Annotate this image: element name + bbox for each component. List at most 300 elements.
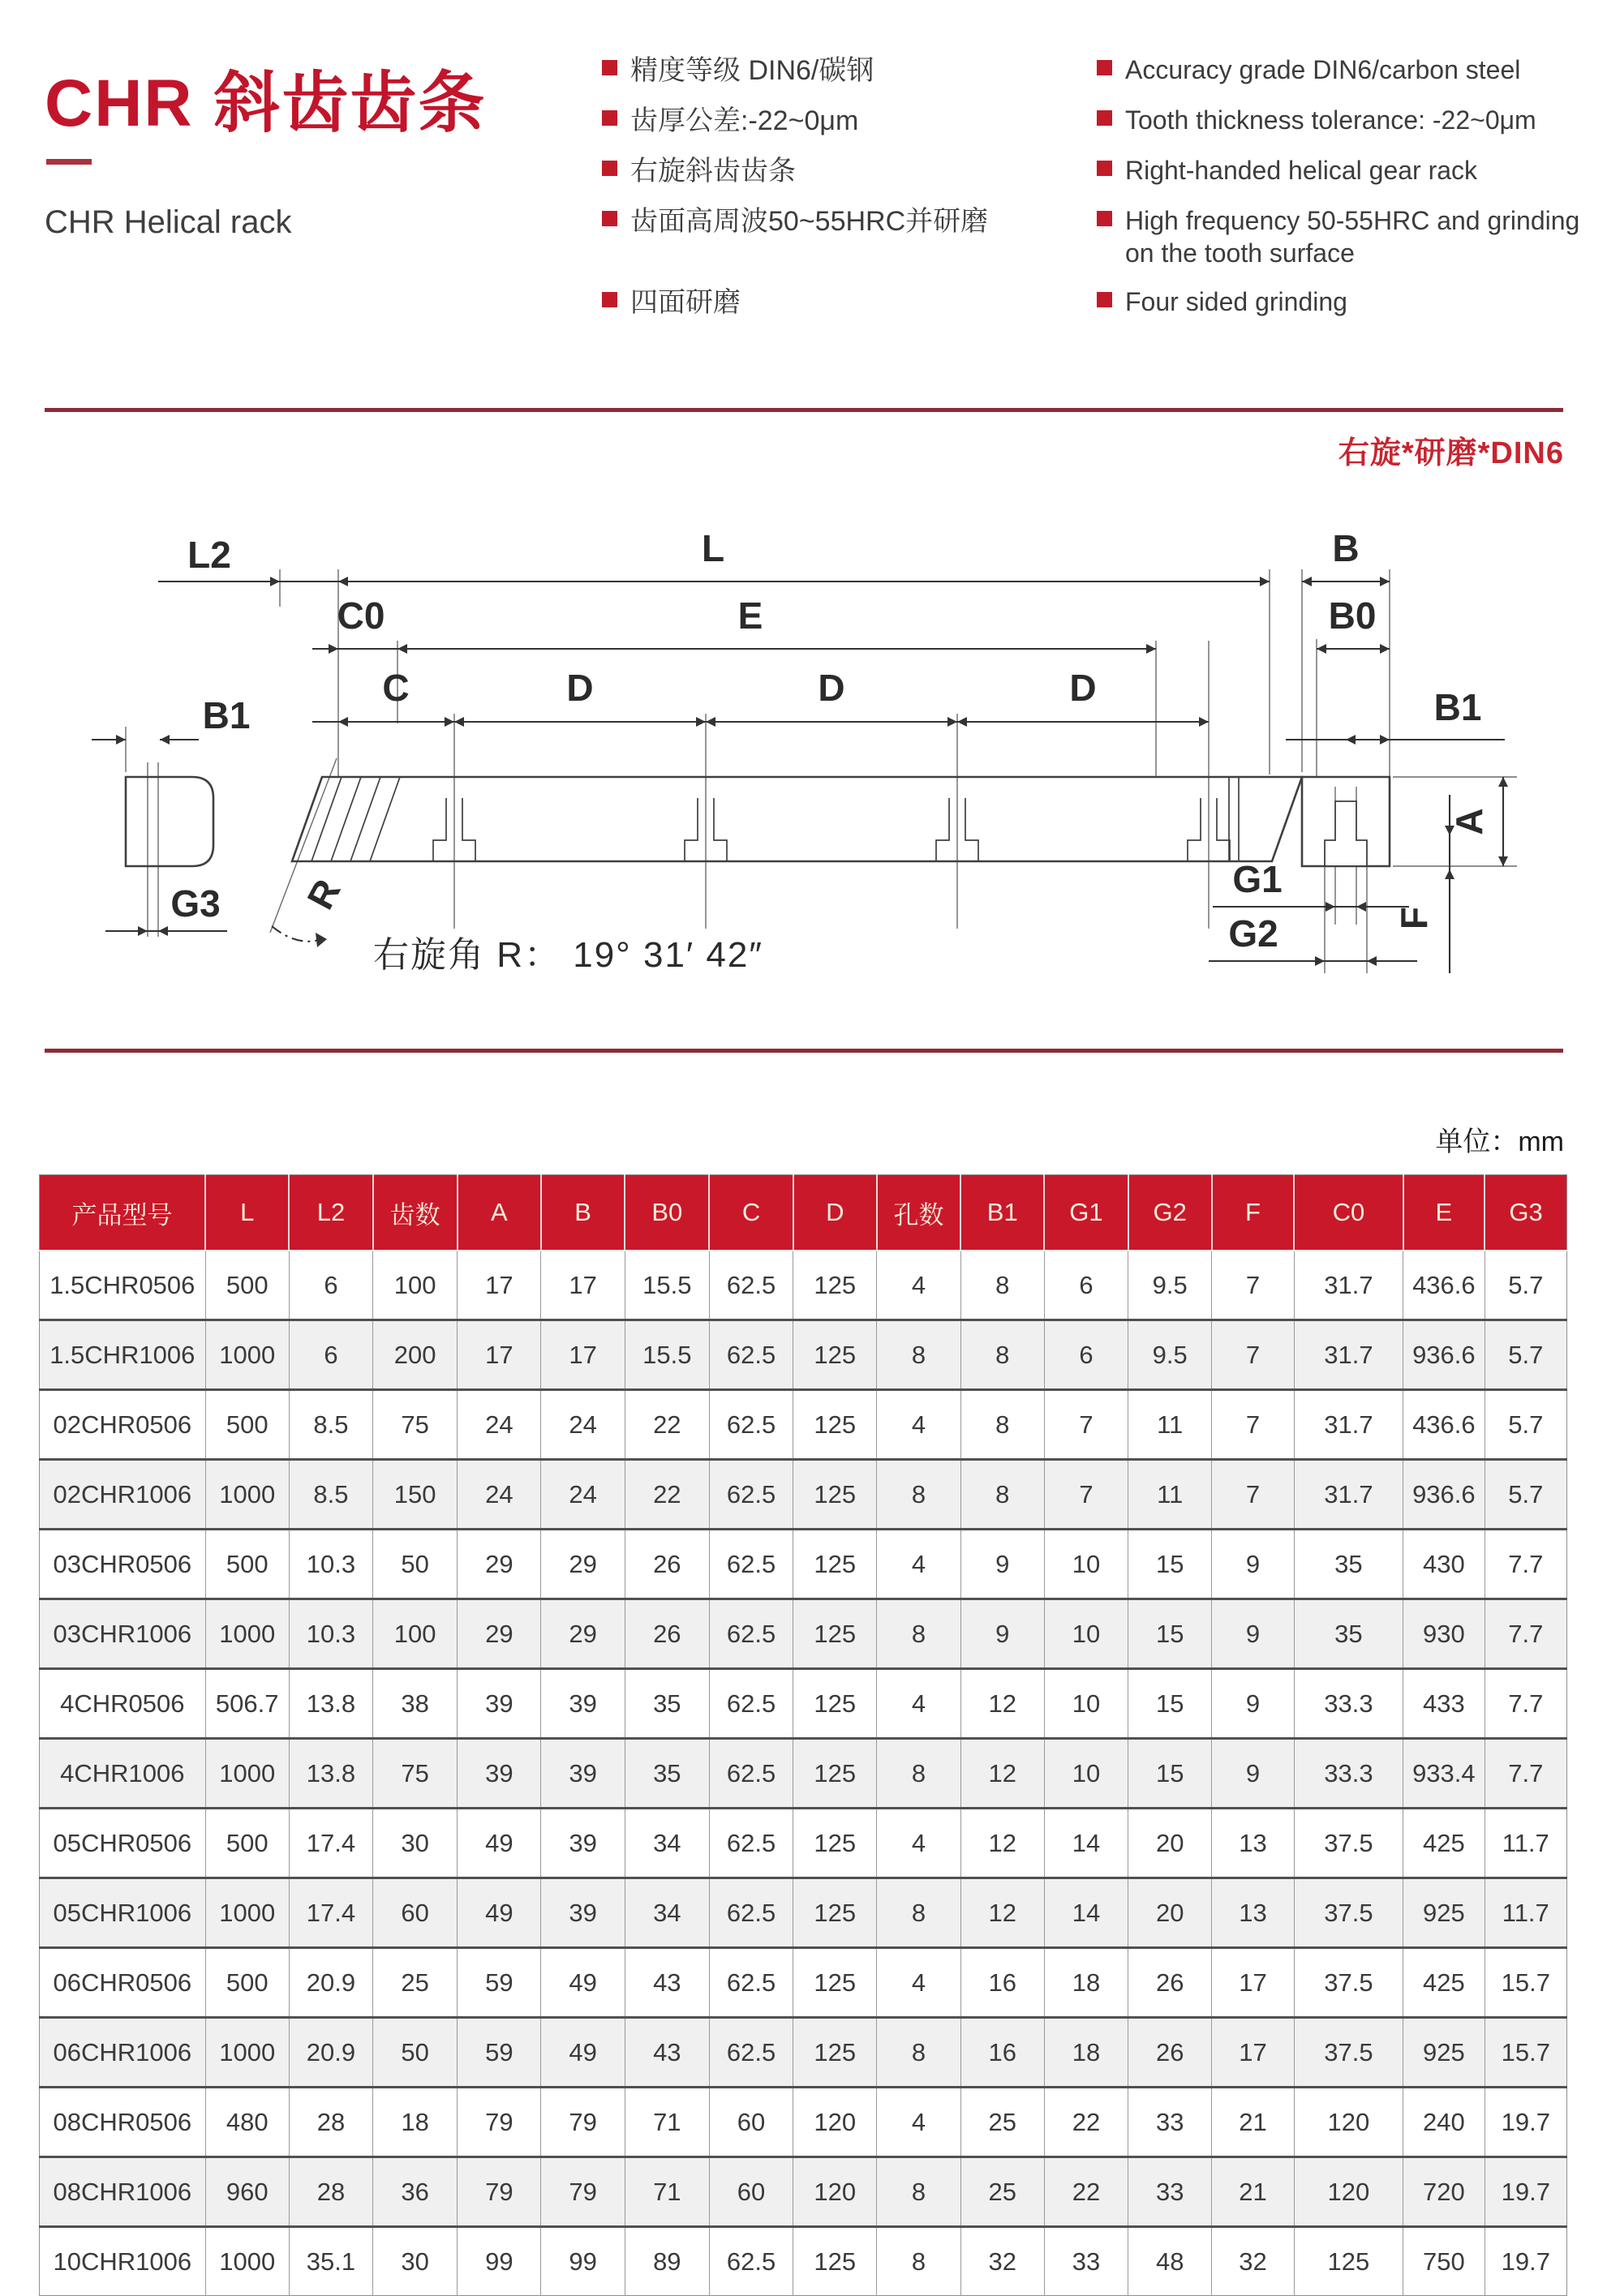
table-cell: 60 bbox=[373, 1878, 458, 1948]
table-row bbox=[40, 2227, 1567, 2296]
table-cell: 425 bbox=[1403, 1809, 1485, 1878]
bullet-square-icon bbox=[1097, 211, 1112, 226]
bullet-square-icon bbox=[1097, 110, 1112, 126]
left-cross-section bbox=[126, 777, 213, 866]
table-cell: 32 bbox=[1212, 2227, 1294, 2296]
table-cell: 49 bbox=[541, 2018, 625, 2088]
table-cell: 4 bbox=[877, 1948, 960, 2018]
bullet-square-icon bbox=[1097, 292, 1112, 307]
table-cell: 6 bbox=[1044, 1320, 1128, 1390]
table-cell: 33.3 bbox=[1294, 1669, 1403, 1739]
table-cell: 10 bbox=[1044, 1530, 1128, 1599]
table-cell: 48 bbox=[1128, 2227, 1212, 2296]
table-cell: 49 bbox=[541, 1948, 625, 2018]
dim-label-f: F bbox=[1393, 906, 1435, 930]
table-cell: 12 bbox=[960, 1878, 1044, 1948]
table-cell: 15 bbox=[1128, 1739, 1212, 1809]
product-model-cell: 1.5CHR0506 bbox=[40, 1251, 206, 1320]
table-cell: 1000 bbox=[205, 1460, 289, 1530]
table-row bbox=[40, 1599, 1567, 1669]
table-cell: 39 bbox=[458, 1669, 541, 1739]
table-cell: 16 bbox=[960, 2018, 1044, 2088]
table-cell: 79 bbox=[541, 2088, 625, 2157]
table-cell: 125 bbox=[793, 1251, 877, 1320]
table-cell: 35 bbox=[625, 1669, 709, 1739]
bullet-square-icon bbox=[1097, 60, 1112, 75]
table-cell: 9 bbox=[1212, 1599, 1294, 1669]
table-cell: 62.5 bbox=[709, 1739, 793, 1809]
product-model-cell: 10CHR1006 bbox=[40, 2227, 206, 2296]
table-cell: 120 bbox=[1294, 2088, 1403, 2157]
table-row bbox=[40, 1948, 1567, 2018]
table-cell: 31.7 bbox=[1294, 1251, 1403, 1320]
feature-list-en bbox=[1097, 0, 1583, 373]
bullet-square-icon bbox=[602, 110, 617, 126]
table-cell: 720 bbox=[1403, 2157, 1485, 2227]
table-cell: 24 bbox=[458, 1390, 541, 1460]
table-cell: 18 bbox=[1044, 2018, 1128, 2088]
table-cell: 34 bbox=[625, 1878, 709, 1948]
table-cell: 933.4 bbox=[1403, 1739, 1485, 1809]
table-cell: 500 bbox=[205, 1948, 289, 2018]
table-cell: 29 bbox=[541, 1530, 625, 1599]
feature-item-label: 齿厚公差:-22~0μm bbox=[630, 105, 859, 136]
table-header-cell: G1 bbox=[1044, 1175, 1128, 1251]
dim-label-b0: B0 bbox=[1328, 594, 1377, 637]
table-cell: 500 bbox=[205, 1530, 289, 1599]
table-header-cell: E bbox=[1403, 1175, 1485, 1251]
table-cell: 9 bbox=[1212, 1669, 1294, 1739]
table-cell: 28 bbox=[289, 2157, 372, 2227]
dim-label-c0: C0 bbox=[337, 594, 385, 637]
table-cell: 436.6 bbox=[1403, 1251, 1485, 1320]
rack-body bbox=[292, 777, 1302, 861]
table-cell: 11 bbox=[1128, 1460, 1212, 1530]
table-cell: 59 bbox=[458, 2018, 541, 2088]
product-model-cell: 03CHR0506 bbox=[40, 1530, 206, 1599]
table-cell: 925 bbox=[1403, 2018, 1485, 2088]
helix-angle-note: 右旋角 R： 19° 31′ 42″ bbox=[373, 935, 763, 975]
dim-label-b1-left: B1 bbox=[202, 694, 251, 736]
table-cell: 12 bbox=[960, 1739, 1044, 1809]
table-cell: 17 bbox=[1212, 1948, 1294, 2018]
table-cell: 7 bbox=[1212, 1460, 1294, 1530]
product-model-cell: 06CHR0506 bbox=[40, 1948, 206, 2018]
table-cell: 21 bbox=[1212, 2157, 1294, 2227]
table-cell: 125 bbox=[793, 1390, 877, 1460]
table-cell: 37.5 bbox=[1294, 1878, 1403, 1948]
table-header-cell: 孔数 bbox=[877, 1175, 960, 1251]
bullet-square-icon bbox=[602, 60, 617, 75]
table-row bbox=[40, 1878, 1567, 1948]
table-cell: 26 bbox=[1128, 2018, 1212, 2088]
table-row bbox=[40, 2088, 1567, 2157]
table-cell: 71 bbox=[625, 2088, 709, 2157]
table-cell: 39 bbox=[541, 1878, 625, 1948]
feature-item bbox=[1097, 204, 1583, 269]
table-cell: 50 bbox=[373, 2018, 458, 2088]
table-header-cell: G2 bbox=[1128, 1175, 1212, 1251]
table-cell: 16 bbox=[960, 1948, 1044, 2018]
table-cell: 240 bbox=[1403, 2088, 1485, 2157]
table-cell: 62.5 bbox=[709, 1390, 793, 1460]
table-cell: 18 bbox=[1044, 1948, 1128, 2018]
table-cell: 7 bbox=[1212, 1390, 1294, 1460]
table-header-cell: B bbox=[541, 1175, 625, 1251]
table-cell: 750 bbox=[1403, 2227, 1485, 2296]
dim-label-e: E bbox=[737, 594, 763, 637]
feature-item bbox=[1097, 285, 1347, 318]
table-cell: 62.5 bbox=[709, 2018, 793, 2088]
table-cell: 6 bbox=[289, 1320, 372, 1390]
table-row bbox=[40, 1251, 1567, 1320]
table-cell: 100 bbox=[373, 1599, 458, 1669]
technical-diagram bbox=[37, 519, 1570, 1054]
table-cell: 62.5 bbox=[709, 1878, 793, 1948]
feature-item-label: Four sided grinding bbox=[1125, 287, 1347, 316]
table-cell: 7.7 bbox=[1485, 1530, 1566, 1599]
table-cell: 8 bbox=[877, 1878, 960, 1948]
table-cell: 22 bbox=[1044, 2088, 1128, 2157]
table-cell: 13 bbox=[1212, 1809, 1294, 1878]
table-cell: 506.7 bbox=[205, 1669, 289, 1739]
table-cell: 49 bbox=[458, 1809, 541, 1878]
table-cell: 62.5 bbox=[709, 2227, 793, 2296]
table-cell: 1000 bbox=[205, 1739, 289, 1809]
table-cell: 4 bbox=[877, 1809, 960, 1878]
table-cell: 125 bbox=[793, 1460, 877, 1530]
table-cell: 50 bbox=[373, 1530, 458, 1599]
table-row bbox=[40, 2018, 1567, 2088]
feature-item bbox=[1097, 54, 1520, 86]
table-cell: 9.5 bbox=[1128, 1251, 1212, 1320]
table-cell: 125 bbox=[793, 1739, 877, 1809]
table-cell: 60 bbox=[709, 2088, 793, 2157]
feature-item-label: 齿面高周波50~55HRC并研磨 bbox=[630, 206, 989, 237]
table-cell: 6 bbox=[1044, 1251, 1128, 1320]
table-cell: 10 bbox=[1044, 1599, 1128, 1669]
table-cell: 10 bbox=[1044, 1739, 1128, 1809]
table-cell: 9 bbox=[1212, 1530, 1294, 1599]
spec-tagline: 右旋*研磨*DIN6 bbox=[1338, 436, 1564, 470]
table-cell: 21 bbox=[1212, 2088, 1294, 2157]
table-cell: 37.5 bbox=[1294, 1809, 1403, 1878]
table-cell: 22 bbox=[625, 1460, 709, 1530]
table-row bbox=[40, 2157, 1567, 2227]
table-cell: 60 bbox=[709, 2157, 793, 2227]
table-cell: 89 bbox=[625, 2227, 709, 2296]
table-header-cell: C bbox=[709, 1175, 793, 1251]
table-cell: 4 bbox=[877, 1530, 960, 1599]
table-cell: 33 bbox=[1128, 2157, 1212, 2227]
table-cell: 7 bbox=[1212, 1320, 1294, 1390]
page-title: CHR 斜齿齿条 bbox=[45, 67, 487, 140]
table-cell: 9 bbox=[1212, 1739, 1294, 1809]
table-cell: 35 bbox=[1294, 1530, 1403, 1599]
table-header-cell: G3 bbox=[1485, 1175, 1566, 1251]
table-cell: 29 bbox=[541, 1599, 625, 1669]
table-cell: 11.7 bbox=[1485, 1809, 1566, 1878]
table-header-cell: D bbox=[793, 1175, 877, 1251]
table-header-cell: 齿数 bbox=[373, 1175, 458, 1251]
table-cell: 35.1 bbox=[289, 2227, 372, 2296]
table-cell: 31.7 bbox=[1294, 1460, 1403, 1530]
product-model-cell: 02CHR1006 bbox=[40, 1460, 206, 1530]
feature-item bbox=[602, 104, 858, 138]
table-cell: 39 bbox=[458, 1739, 541, 1809]
feature-item-label: 精度等级 DIN6/碳钢 bbox=[630, 55, 874, 86]
table-cell: 125 bbox=[793, 1948, 877, 2018]
table-cell: 5.7 bbox=[1485, 1460, 1566, 1530]
mounting-holes bbox=[433, 798, 1230, 861]
table-cell: 8 bbox=[877, 1599, 960, 1669]
table-cell: 1000 bbox=[205, 1599, 289, 1669]
table-cell: 17 bbox=[458, 1251, 541, 1320]
table-cell: 20 bbox=[1128, 1809, 1212, 1878]
table-cell: 7 bbox=[1212, 1251, 1294, 1320]
dim-label-b: B bbox=[1332, 527, 1360, 569]
table-cell: 79 bbox=[541, 2157, 625, 2227]
table-cell: 35 bbox=[1294, 1599, 1403, 1669]
table-cell: 25 bbox=[373, 1948, 458, 2018]
table-cell: 62.5 bbox=[709, 1599, 793, 1669]
dim-label-a: A bbox=[1448, 808, 1490, 835]
table-header-cell: L2 bbox=[289, 1175, 372, 1251]
table-cell: 8 bbox=[877, 1739, 960, 1809]
spec-table-wrap bbox=[39, 1174, 1567, 2296]
table-cell: 25 bbox=[960, 2157, 1044, 2227]
table-cell: 8 bbox=[877, 1320, 960, 1390]
right-end-view bbox=[1302, 777, 1390, 866]
dim-label-l: L bbox=[701, 527, 725, 569]
table-cell: 14 bbox=[1044, 1878, 1128, 1948]
table-cell: 79 bbox=[458, 2157, 541, 2227]
dim-label-g3: G3 bbox=[170, 882, 221, 925]
table-cell: 37.5 bbox=[1294, 2018, 1403, 2088]
table-header-cell: B0 bbox=[625, 1175, 709, 1251]
table-cell: 43 bbox=[625, 1948, 709, 2018]
table-row bbox=[40, 1739, 1567, 1809]
table-cell: 36 bbox=[373, 2157, 458, 2227]
table-cell: 200 bbox=[373, 1320, 458, 1390]
table-cell: 8.5 bbox=[289, 1390, 372, 1460]
table-cell: 4 bbox=[877, 1251, 960, 1320]
table-header-row bbox=[40, 1175, 1567, 1251]
dim-label-d2: D bbox=[818, 667, 845, 709]
table-cell: 100 bbox=[373, 1251, 458, 1320]
table-cell: 930 bbox=[1403, 1599, 1485, 1669]
table-cell: 75 bbox=[373, 1739, 458, 1809]
table-cell: 62.5 bbox=[709, 1251, 793, 1320]
table-row bbox=[40, 1320, 1567, 1390]
table-cell: 120 bbox=[793, 2157, 877, 2227]
table-cell: 5.7 bbox=[1485, 1390, 1566, 1460]
table-cell: 10.3 bbox=[289, 1530, 372, 1599]
table-cell: 500 bbox=[205, 1251, 289, 1320]
table-row bbox=[40, 1460, 1567, 1530]
table-cell: 4 bbox=[877, 1390, 960, 1460]
table-row bbox=[40, 1669, 1567, 1739]
table-cell: 19.7 bbox=[1485, 2157, 1566, 2227]
table-cell: 120 bbox=[793, 2088, 877, 2157]
feature-item bbox=[602, 154, 796, 188]
table-cell: 9 bbox=[960, 1530, 1044, 1599]
table-cell: 24 bbox=[458, 1460, 541, 1530]
table-cell: 13.8 bbox=[289, 1669, 372, 1739]
table-cell: 8 bbox=[960, 1320, 1044, 1390]
table-cell: 9 bbox=[960, 1599, 1044, 1669]
table-cell: 500 bbox=[205, 1809, 289, 1878]
product-model-cell: 4CHR1006 bbox=[40, 1739, 206, 1809]
table-cell: 8.5 bbox=[289, 1460, 372, 1530]
table-cell: 14 bbox=[1044, 1809, 1128, 1878]
table-cell: 62.5 bbox=[709, 1948, 793, 2018]
table-cell: 10.3 bbox=[289, 1599, 372, 1669]
table-cell: 12 bbox=[960, 1669, 1044, 1739]
table-cell: 38 bbox=[373, 1669, 458, 1739]
unit-note: 单位：mm bbox=[1435, 1127, 1564, 1157]
dim-label-l2: L2 bbox=[187, 534, 231, 576]
table-cell: 13 bbox=[1212, 1878, 1294, 1948]
feature-item-label: 四面研磨 bbox=[630, 287, 741, 318]
bullet-square-icon bbox=[1097, 161, 1112, 176]
table-cell: 936.6 bbox=[1403, 1460, 1485, 1530]
table-cell: 430 bbox=[1403, 1530, 1485, 1599]
product-model-cell: 08CHR0506 bbox=[40, 2088, 206, 2157]
dim-label-g2: G2 bbox=[1228, 912, 1278, 955]
title-dash bbox=[46, 159, 92, 165]
table-cell: 8 bbox=[877, 1460, 960, 1530]
feature-item bbox=[602, 285, 741, 320]
table-cell: 71 bbox=[625, 2157, 709, 2227]
table-cell: 17.4 bbox=[289, 1809, 372, 1878]
table-header-cell: 产品型号 bbox=[40, 1175, 206, 1251]
table-cell: 11 bbox=[1128, 1390, 1212, 1460]
table-cell: 26 bbox=[1128, 1948, 1212, 2018]
table-cell: 30 bbox=[373, 2227, 458, 2296]
table-cell: 125 bbox=[793, 1599, 877, 1669]
feature-item bbox=[602, 54, 874, 88]
table-cell: 62.5 bbox=[709, 1530, 793, 1599]
table-row bbox=[40, 1530, 1567, 1599]
table-cell: 39 bbox=[541, 1809, 625, 1878]
table-cell: 35 bbox=[625, 1739, 709, 1809]
table-cell: 7.7 bbox=[1485, 1669, 1566, 1739]
table-cell: 33 bbox=[1044, 2227, 1128, 2296]
table-cell: 7.7 bbox=[1485, 1739, 1566, 1809]
table-cell: 39 bbox=[541, 1669, 625, 1739]
table-cell: 20 bbox=[1128, 1878, 1212, 1948]
table-cell: 5.7 bbox=[1485, 1320, 1566, 1390]
table-cell: 15.5 bbox=[625, 1251, 709, 1320]
product-model-cell: 06CHR1006 bbox=[40, 2018, 206, 2088]
table-cell: 17 bbox=[1212, 2018, 1294, 2088]
table-cell: 125 bbox=[793, 1669, 877, 1739]
table-cell: 62.5 bbox=[709, 1669, 793, 1739]
table-cell: 17 bbox=[541, 1251, 625, 1320]
table-cell: 28 bbox=[289, 2088, 372, 2157]
table-cell: 6 bbox=[289, 1251, 372, 1320]
page-subtitle: CHR Helical rack bbox=[45, 204, 292, 240]
table-cell: 125 bbox=[793, 1320, 877, 1390]
table-cell: 120 bbox=[1294, 2157, 1403, 2227]
table-cell: 99 bbox=[541, 2227, 625, 2296]
product-model-cell: 03CHR1006 bbox=[40, 1599, 206, 1669]
product-model-cell: 02CHR0506 bbox=[40, 1390, 206, 1460]
feature-item bbox=[1097, 104, 1536, 136]
table-cell: 15 bbox=[1128, 1599, 1212, 1669]
table-cell: 433 bbox=[1403, 1669, 1485, 1739]
table-cell: 37.5 bbox=[1294, 1948, 1403, 2018]
table-cell: 19.7 bbox=[1485, 2088, 1566, 2157]
product-model-cell: 4CHR0506 bbox=[40, 1669, 206, 1739]
table-cell: 125 bbox=[1294, 2227, 1403, 2296]
table-cell: 39 bbox=[541, 1739, 625, 1809]
table-cell: 10 bbox=[1044, 1669, 1128, 1739]
table-cell: 7 bbox=[1044, 1390, 1128, 1460]
table-cell: 15 bbox=[1128, 1530, 1212, 1599]
table-cell: 1000 bbox=[205, 2018, 289, 2088]
dim-label-d1: D bbox=[566, 667, 594, 709]
table-cell: 11.7 bbox=[1485, 1878, 1566, 1948]
table-cell: 29 bbox=[458, 1530, 541, 1599]
table-cell: 1000 bbox=[205, 1320, 289, 1390]
table-cell: 13.8 bbox=[289, 1739, 372, 1809]
table-cell: 33.3 bbox=[1294, 1739, 1403, 1809]
table-cell: 33 bbox=[1128, 2088, 1212, 2157]
spec-table bbox=[39, 1174, 1567, 2296]
table-cell: 29 bbox=[458, 1599, 541, 1669]
table-cell: 125 bbox=[793, 2018, 877, 2088]
feature-list-cn bbox=[602, 0, 1081, 373]
table-cell: 49 bbox=[458, 1878, 541, 1948]
table-row bbox=[40, 1809, 1567, 1878]
table-cell: 62.5 bbox=[709, 1460, 793, 1530]
table-cell: 4 bbox=[877, 2088, 960, 2157]
table-cell: 4 bbox=[877, 1669, 960, 1739]
bullet-square-icon bbox=[602, 211, 617, 226]
table-cell: 30 bbox=[373, 1809, 458, 1878]
feature-item-label: High frequency 50-55HRC and grinding on the tooth surface bbox=[1125, 206, 1580, 268]
table-cell: 17.4 bbox=[289, 1878, 372, 1948]
table-cell: 75 bbox=[373, 1390, 458, 1460]
table-cell: 960 bbox=[205, 2157, 289, 2227]
table-cell: 5.7 bbox=[1508, 1270, 1544, 1299]
dim-label-b1-right: B1 bbox=[1433, 686, 1482, 728]
table-cell: 9.5 bbox=[1128, 1320, 1212, 1390]
table-cell: 99 bbox=[458, 2227, 541, 2296]
table-cell: 436.6 bbox=[1403, 1390, 1485, 1460]
table-header-cell: L bbox=[205, 1175, 289, 1251]
table-cell: 79 bbox=[458, 2088, 541, 2157]
table-cell: 17 bbox=[541, 1320, 625, 1390]
table-cell: 125 bbox=[793, 2227, 877, 2296]
table-row bbox=[40, 1390, 1567, 1460]
table-cell: 22 bbox=[1044, 2157, 1128, 2227]
table-cell: 7 bbox=[1044, 1460, 1128, 1530]
feature-item bbox=[602, 204, 988, 238]
table-cell: 1000 bbox=[205, 1878, 289, 1948]
feature-item bbox=[1097, 154, 1477, 187]
feature-item-label: Tooth thickness tolerance: -22~0μm bbox=[1125, 105, 1536, 135]
table-cell: 125 bbox=[793, 1878, 877, 1948]
feature-item-label: Right-handed helical gear rack bbox=[1125, 156, 1478, 185]
table-cell: 62.5 bbox=[709, 1320, 793, 1390]
table-cell: 125 bbox=[793, 1809, 877, 1878]
product-model-cell: 05CHR1006 bbox=[40, 1878, 206, 1948]
table-cell: 24 bbox=[541, 1390, 625, 1460]
table-cell: 1000 bbox=[205, 2227, 289, 2296]
